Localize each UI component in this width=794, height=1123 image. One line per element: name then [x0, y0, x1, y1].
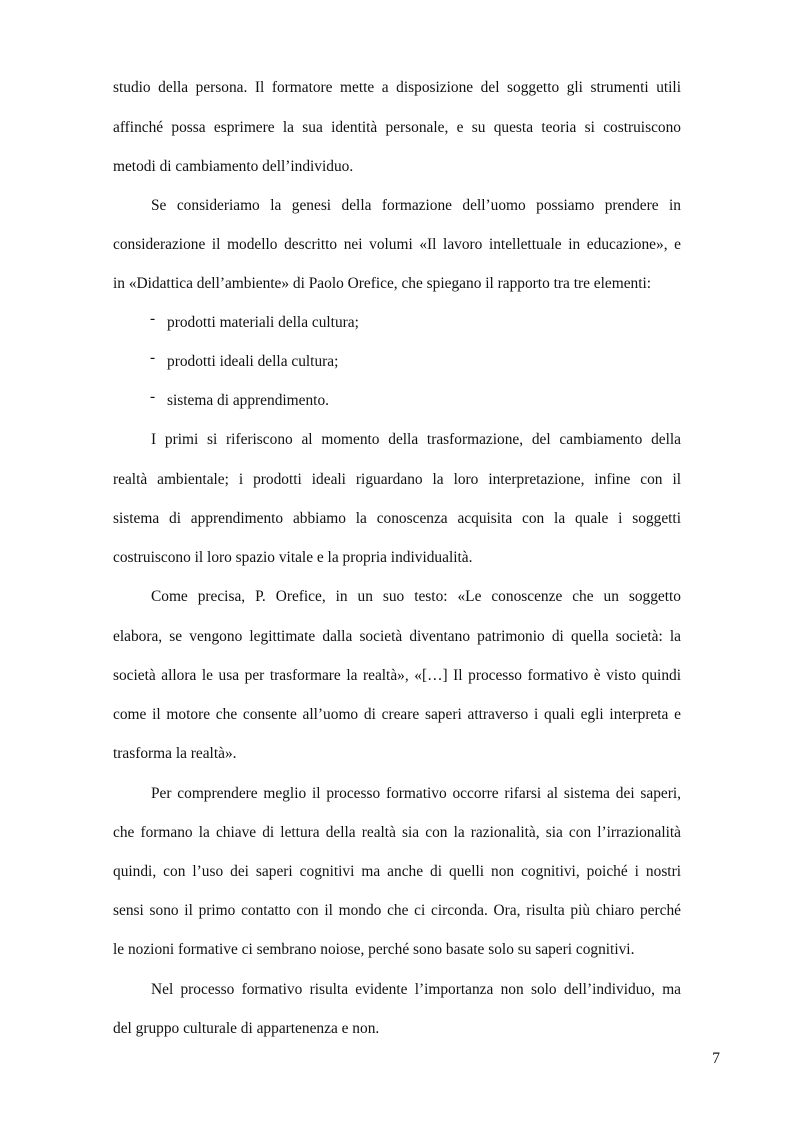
body-text-line: elabora, se vengono legittimate dalla società diventano patrimonio di quella società: la — [113, 628, 681, 645]
body-text-line: costruiscono il loro spazio vitale e la propria individualità. — [113, 549, 473, 566]
list-item — [150, 310, 359, 333]
body-text-line: del gruppo culturale di appartenenza e non. — [113, 1020, 380, 1037]
body-text-line: le nozioni formative ci sembrano noiose, perché sono basate solo su saperi cognitivi. — [113, 941, 635, 958]
bullet-dash-icon: - — [150, 310, 156, 327]
list-item-text: sistema di apprendimento. — [167, 392, 329, 409]
body-text-line: che formano la chiave di lettura della realtà sia con la razionalità, sia con l’irrazionalità — [113, 824, 681, 841]
body-text-line: affinché possa esprimere la sua identità personale, e su questa teoria si costruiscono — [113, 119, 681, 136]
body-text-line: I primi si riferiscono al momento della trasformazione, del cambiamento della — [151, 431, 681, 448]
body-text-line: sensi sono il primo contatto con il mondo che ci circonda. Ora, risulta più chiaro perché — [113, 902, 681, 919]
body-text-line: quindi, con l’uso dei saperi cognitivi ma anche di quelli non cognitivi, poiché i nostri — [113, 863, 681, 880]
body-text-line: metodi di cambiamento dell’individuo. — [113, 158, 354, 175]
bullet-dash-icon: - — [150, 388, 156, 405]
bullet-dash-icon: - — [150, 349, 156, 366]
body-text-line: in «Didattica dell’ambiente» di Paolo Orefice, che spiegano il rapporto tra tre elementi: — [113, 275, 652, 292]
body-text-line: Per comprendere meglio il processo formativo occorre rifarsi al sistema dei saperi, — [151, 785, 681, 802]
body-text-line: trasforma la realtà». — [113, 745, 237, 762]
body-text-line: Se consideriamo la genesi della formazione dell’uomo possiamo prendere in — [151, 197, 681, 214]
body-text-line: Come precisa, P. Orefice, in un suo testo: «Le conoscenze che un soggetto — [151, 588, 681, 605]
list-item-text: prodotti ideali della cultura; — [167, 353, 339, 370]
page-number: 7 — [712, 1050, 720, 1067]
body-text-line: studio della persona. Il formatore mette a disposizione del soggetto gli strumenti utili — [113, 79, 681, 96]
body-text-line: Nel processo formativo risulta evidente l’importanza non solo dell’individuo, ma — [151, 981, 681, 998]
list-item-text: prodotti materiali della cultura; — [167, 314, 359, 331]
list-item — [150, 388, 329, 411]
body-text-line: come il motore che consente all’uomo di creare saperi attraverso i quali egli interpreta e — [113, 706, 681, 723]
list-item — [150, 349, 339, 372]
body-text-line: considerazione il modello descritto nei volumi «Il lavoro intellettuale in educazione», e — [113, 236, 681, 253]
body-text-line: sistema di apprendimento abbiamo la conoscenza acquisita con la quale i soggetti — [113, 510, 681, 527]
body-text-line: società allora le usa per trasformare la realtà», «[…] Il processo formativo è visto quindi — [113, 667, 681, 684]
body-text-line: realtà ambientale; i prodotti ideali riguardano la loro interpretazione, infine con il — [113, 471, 681, 488]
